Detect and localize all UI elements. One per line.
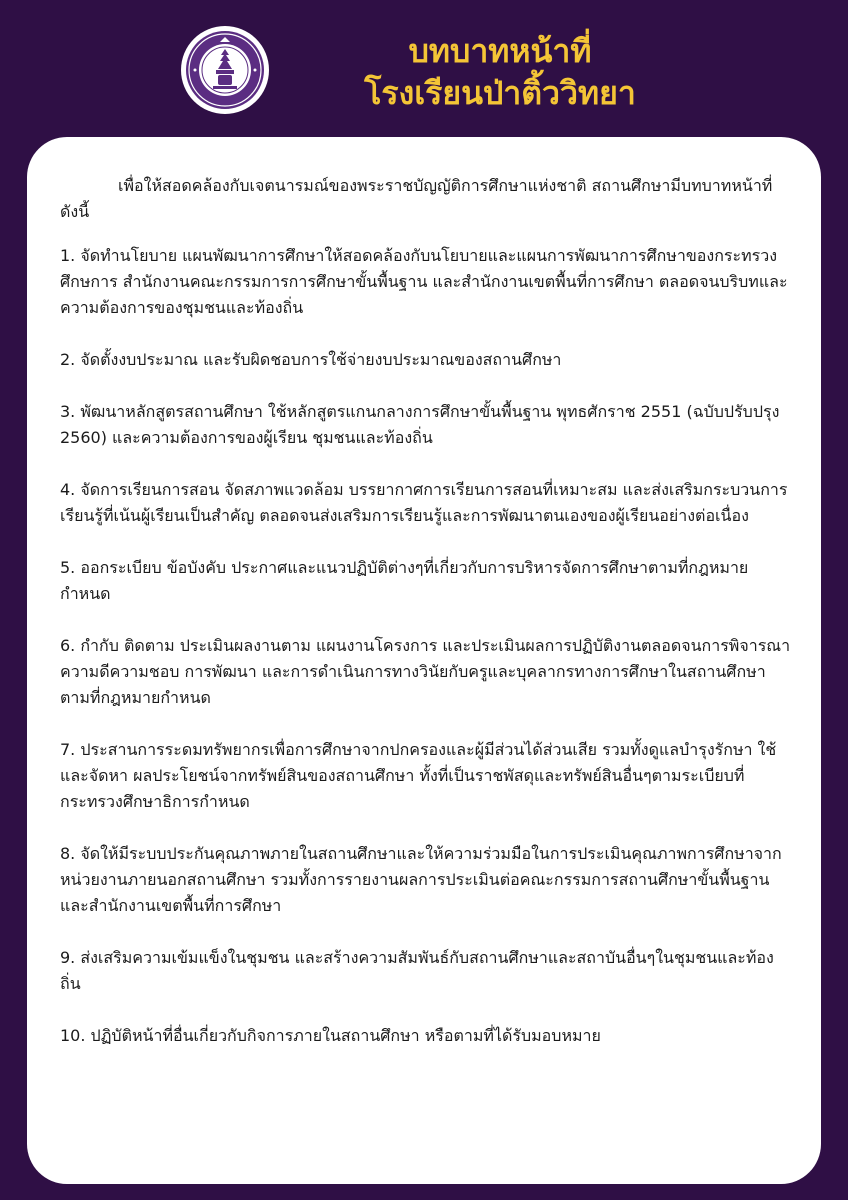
title-line-2: โรงเรียนป่าติ้ววิทยา — [364, 74, 636, 112]
duty-item-3: 3. พัฒนาหลักสูตรสถานศึกษา ใช้หลักสูตรแกนกลางการศึกษาขั้นพื้นฐาน พุทธศักราช 2551 (ฉบับปรับปรุง 2560) และความต้องการของผู้เรียน ชุมชนและท้องถิ่น — [60, 402, 780, 447]
title-line-1: บทบาทหน้าที่ — [408, 32, 592, 70]
content-card — [27, 137, 821, 1184]
duty-item-8: 8. จัดให้มีระบบประกันคุณภาพภายในสถานศึกษาและให้ความร่วมมือในการประเมินคุณภาพการศึกษาจากหน่วยงานภายนอกสถานศึกษา รวมทั้งการรายงานผลการประเมินต่อคณะกรรมการสถานศึกษาขั้นพื้นฐานและสำนักงานเขตพื้นที่การศึกษา — [60, 844, 782, 915]
duty-item-4: 4. จัดการเรียนการสอน จัดสภาพแวดล้อม บรรยากาศการเรียนการสอนที่เหมาะสม และส่งเสริมกระบวนการเรียนรู้ที่เน้นผู้เรียนเป็นสำคัญ ตลอดจนส่งเสริมการเรียนรู้และการพัฒนาตนเองของผู้เรียนอย่างต่อเนื่อง — [60, 480, 788, 525]
page-title — [290, 30, 710, 114]
intro-text: เพื่อให้สอดคล้องกับเจตนารมณ์ของพระราชบัญญัติการศึกษาแห่งชาติ สถานศึกษามีบทบาทหน้าที่ ดังนี้ — [60, 176, 773, 221]
page-header — [0, 0, 848, 137]
duty-item-5: 5. ออกระเบียบ ข้อบังคับ ประกาศและแนวปฏิบัติต่างๆที่เกี่ยวกับการบริหารจัดการศึกษาตามที่กฎหมายกำหนด — [60, 558, 749, 603]
duty-item-1: 1. จัดทำนโยบาย แผนพัฒนาการศึกษาให้สอดคล้องกับนโยบายและแผนการพัฒนาการศึกษาของกระทรวงศึกษการ สำนักงานคณะกรรมการการศึกษาขั้นพื้นฐาน และสำนักงานเขตพื้นที่การศึกษา ตลอดจนบริบทและความต้องการของชุมชนและท้องถิ่น — [60, 246, 788, 317]
duty-item-7: 7. ประสานการระดมทรัพยากรเพื่อการศึกษาจากปกครองและผู้มีส่วนได้ส่วนเสีย รวมทั้งดูแลบำรุงรักษา ใช้และจัดหา ผลประโยชน์จากทรัพย์สินของสถานศึกษา ทั้งที่เป็นราชพัสดุและทรัพย์สินอื่นๆตามระเบียบที่กระทรวงศึกษาธิการกำหนด — [60, 740, 777, 811]
duty-item-10: 10. ปฏิบัติหน้าที่อื่นเกี่ยวกับกิจการภายในสถานศึกษา หรือตามที่ได้รับมอบหมาย — [60, 1026, 601, 1045]
school-logo-icon — [180, 25, 270, 115]
duty-item-9: 9. ส่งเสริมความเข้มแข็งในชุมชน และสร้างความสัมพันธ์กับสถานศึกษาและสถาบันอื่นๆในชุมชนและท้องถิ่น — [60, 948, 774, 993]
duty-item-2: 2. จัดตั้งงบประมาณ และรับผิดชอบการใช้จ่ายงบประมาณของสถานศึกษา — [60, 350, 562, 369]
duty-item-6: 6. กำกับ ติดตาม ประเมินผลงานตาม แผนงานโครงการ และประเมินผลการปฏิบัติงานตลอดจนการพิจารณาความดีความชอบ การพัฒนา และการดำเนินการทางวินัยกับครูและบุคลากรทางการศึกษาในสถานศึกษาตามที่กฎหมายกำหนด — [60, 636, 791, 707]
intro-paragraph — [60, 173, 791, 225]
